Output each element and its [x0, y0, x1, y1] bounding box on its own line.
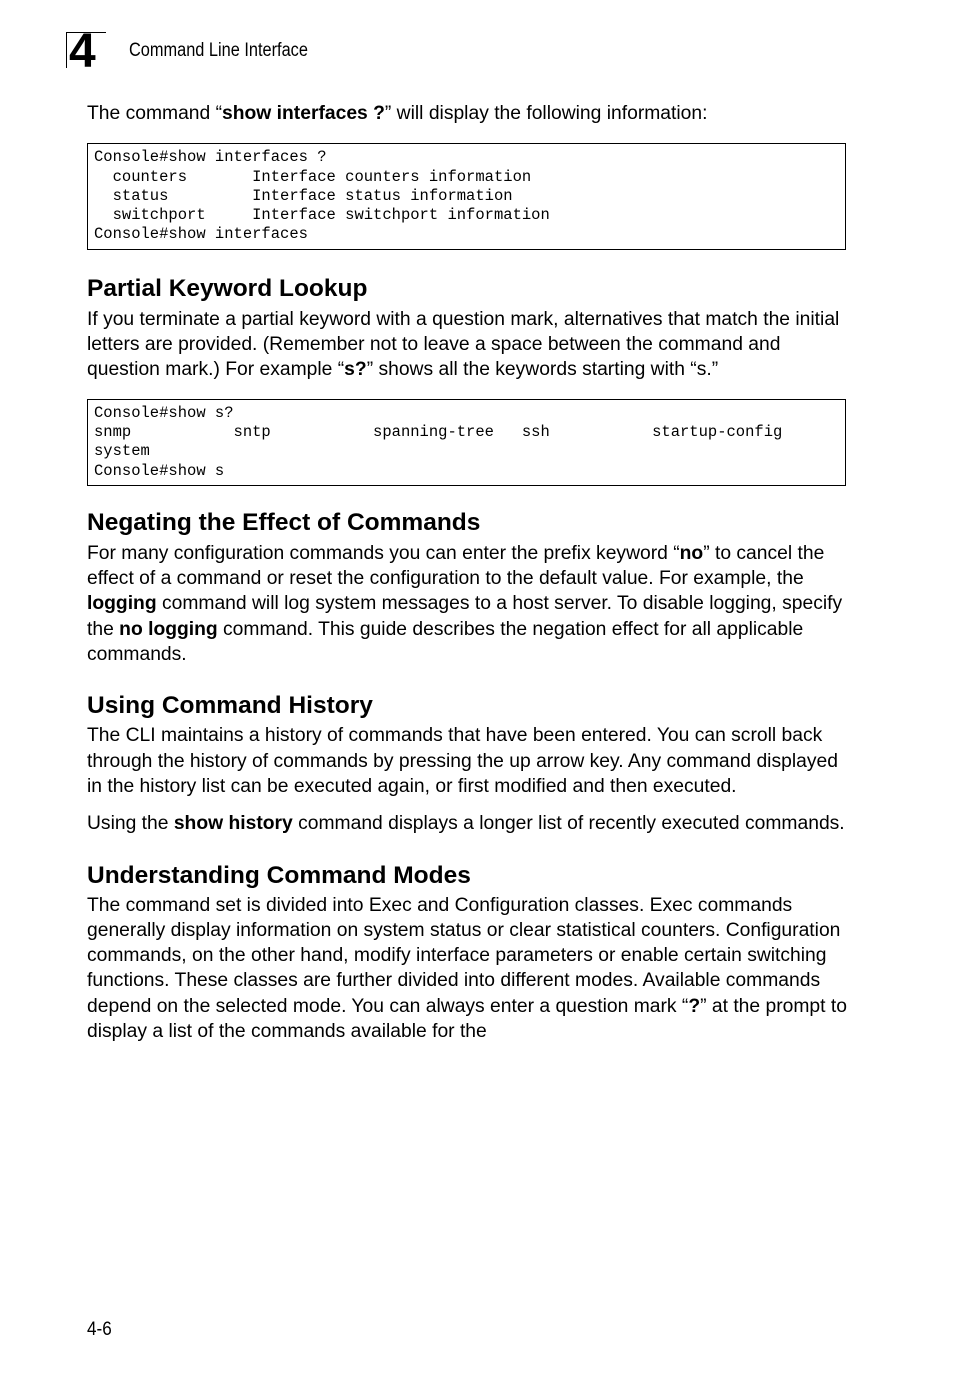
partial-keyword-command: s?: [344, 359, 367, 381]
intro-text: The command “: [87, 103, 223, 124]
running-header-title: Command Line Interface: [129, 40, 308, 61]
negating-keyword-no-logging: no logging: [119, 618, 218, 640]
partial-keyword-text: If you terminate a partial keyword with a question mark, alternatives that match the initial letters are provided. (Remember not to leave a space between the command and question mark.) For example “: [87, 308, 840, 381]
partial-keyword-paragraph: [87, 307, 847, 383]
page-number: 4-6: [87, 1319, 112, 1340]
modes-text: The command set is divided into Exec and Configuration classes. Exec commands generally display information on system status or clear statistical counters. Configuration commands, on the other hand, modify interface parameters or enable certain switching functions. These classes are further divided into different modes. Available commands depend on the selected mode. You can always enter a question mark “: [87, 894, 841, 1017]
negating-text-3: command will log system messages to a host server. To disable logging, specify the: [87, 593, 843, 640]
negating-keyword-logging: logging: [87, 593, 157, 615]
intro-command: show interfaces ?: [222, 103, 385, 124]
intro-text-end: ” will display the following information:: [384, 103, 708, 124]
history-text-end: command displays a longer list of recently executed commands.: [292, 813, 845, 835]
code-block-show-s: Console#show s? snmp sntp spanning-tree ssh startup-config system Console#show s: [87, 399, 846, 486]
page-content: [87, 101, 847, 1044]
heading-command-modes: Understanding Command Modes: [87, 861, 471, 889]
heading-negating-effect: Negating the Effect of Commands: [87, 508, 481, 536]
negating-text-1: For many configuration commands you can enter the prefix keyword “: [87, 542, 680, 564]
intro-paragraph: [87, 101, 847, 126]
negating-text-2: ” to cancel the effect of a command or reset the configuration to the default value. For example, the: [87, 542, 825, 590]
negating-keyword-no: no: [679, 542, 704, 564]
modes-text-end: ” at the prompt to display a list of the commands available for the: [87, 995, 847, 1043]
history-text: Using the: [87, 813, 174, 835]
partial-keyword-text-end: ” shows all the keywords starting with “s.”: [366, 359, 719, 381]
heading-command-history: Using Command History: [87, 692, 373, 720]
heading-partial-keyword-lookup: Partial Keyword Lookup: [87, 274, 368, 302]
chapter-number: 4: [69, 25, 96, 78]
code-block-show-interfaces: Console#show interfaces ? counters Interface counters information status Interface status information switchport Interface switchport information Console#show interfaces: [87, 143, 846, 249]
history-paragraph-1: The CLI maintains a history of commands that have been entered. You can scroll back through the history of commands by pressing the up arrow key. Any command displayed in the history list can be executed again, or first modified and then executed.: [87, 725, 838, 797]
negating-text-4: command. This guide describes the negation effect for all applicable commands.: [87, 618, 804, 666]
history-command: show history: [173, 813, 293, 835]
negating-paragraph: [87, 541, 847, 667]
modes-paragraph: [87, 893, 847, 1045]
modes-question-mark: ?: [688, 995, 701, 1017]
history-paragraph-2: [87, 811, 847, 836]
